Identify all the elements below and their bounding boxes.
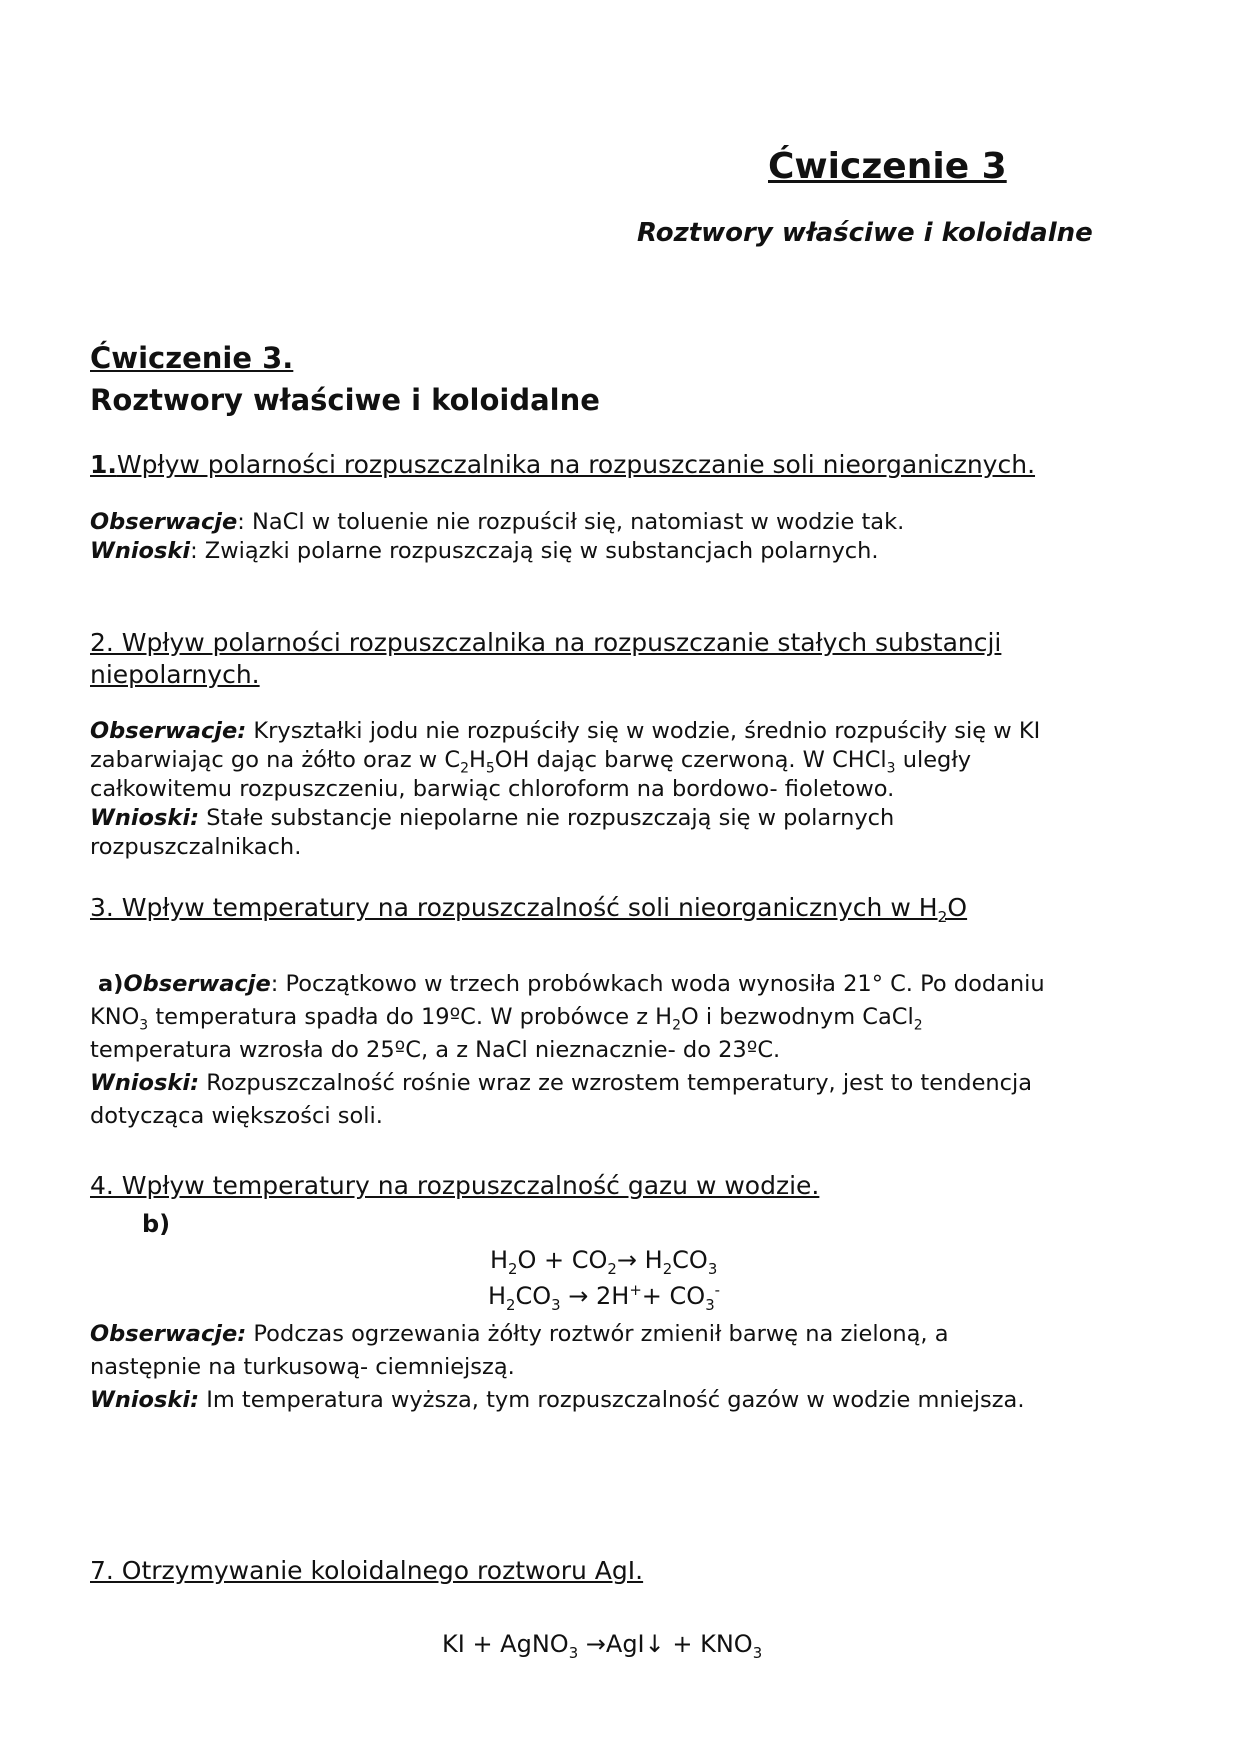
section-2-conclusions-line-2: rozpuszczalnikach. <box>90 834 302 860</box>
subscript: 3 <box>752 1643 763 1662</box>
section-4-observations-line-2: następnie na turkusową- ciemniejszą. <box>90 1354 515 1380</box>
section-4-conc-text: Im temperatura wyższa, tym rozpuszczalność gazów w wodzie mniejsza. <box>199 1387 1025 1413</box>
exercise-heading: Ćwiczenie 3. <box>90 341 294 375</box>
section-1-heading <box>90 449 1035 481</box>
superscript: + <box>629 1281 642 1299</box>
text-fragment: O <box>947 893 968 922</box>
section-3-observations-line-3: temperatura wzrosła do 25ºC, a z NaCl nieznacznie- do 23ºC. <box>90 1037 781 1063</box>
superscript: - <box>714 1281 721 1299</box>
section-4-obs-text: Podczas ogrzewania żółty roztwór zmienił barwę na zieloną, a <box>246 1321 949 1347</box>
section-3-conclusions-line-1: Wnioski: Rozpuszczalność rośnie wraz ze wzrostem temperatury, jest to tendencja <box>90 1070 1033 1096</box>
section-2-observations-line-3: całkowitemu rozpuszczeniu, barwiąc chloroform na bordowo- fioletowo. <box>90 776 895 802</box>
section-2-observations-line-1: Obserwacje: Kryształki jodu nie rozpuściły się w wodzie, średnio rozpuściły się w KI <box>90 718 1041 744</box>
equation-carbonic-acid-formation <box>490 1246 718 1278</box>
exercise-subheading: Roztwory właściwe i koloidalne <box>90 383 600 417</box>
section-2-conclusions-line-1: Wnioski: Stałe substancje niepolarne nie rozpuszczają się w polarnych <box>90 805 895 831</box>
section-1-conc-text: : Związki polarne rozpuszczają się w substancjach polarnych. <box>190 538 879 564</box>
subscript: 3 <box>886 760 896 777</box>
document-title: Ćwiczenie 3 <box>768 146 1007 187</box>
eq-part: H <box>490 1246 509 1274</box>
section-2-conc-text: Stałe substancje niepolarne nie rozpuszczają się w polarnych <box>199 805 895 831</box>
section-3-conclusions-line-2: dotycząca większości soli. <box>90 1103 383 1129</box>
subscript: 3 <box>551 1295 561 1314</box>
conclusions-label: Wnioski <box>90 538 191 564</box>
item-a-label: a) <box>98 971 124 997</box>
conclusions-label: Wnioski <box>90 1070 191 1096</box>
eq-part: CO <box>672 1246 708 1274</box>
text-fragment: 3. Wpływ temperatury na rozpuszczalność soli nieorganicznych w H <box>90 893 938 922</box>
eq-part: →AgI↓ + KNO <box>578 1630 753 1658</box>
subscript: 2 <box>508 1259 518 1278</box>
text-fragment: O i bezwodnym CaCl <box>680 1004 914 1030</box>
equation-agi-precipitation <box>442 1630 763 1662</box>
eq-part: → H <box>616 1246 663 1274</box>
subscript: 2 <box>937 908 948 926</box>
subscript: 2 <box>913 1017 923 1034</box>
subscript: 3 <box>705 1295 715 1314</box>
section-4-conclusions: Wnioski: Im temperatura wyższa, tym rozpuszczalność gazów w wodzie mniejsza. <box>90 1387 1025 1413</box>
section-2-heading-line-1: 2. Wpływ polarności rozpuszczalnika na rozpuszczanie stałych substancji <box>90 628 1002 657</box>
section-2-heading-line-2: niepolarnych. <box>90 660 260 689</box>
section-3-observations-line-1 <box>98 968 1045 1001</box>
subscript: 3 <box>139 1017 149 1034</box>
observations-label: Obserwacje <box>90 509 238 535</box>
section-3-conc-text: Rozpuszczalność rośnie wraz ze wzrostem temperatury, jest to tendencja <box>199 1070 1033 1096</box>
text-fragment: KNO <box>90 1004 140 1030</box>
eq-part: + CO <box>641 1282 706 1310</box>
subscript: 2 <box>506 1295 516 1314</box>
section-3-obs-text: : Początkowo w trzech probówkach woda wynosiła 21° C. Po dodaniu <box>270 971 1045 997</box>
eq-part: H <box>488 1282 507 1310</box>
eq-part: CO <box>515 1282 552 1310</box>
section-7-heading: 7. Otrzymywanie koloidalnego roztworu AgI. <box>90 1556 644 1585</box>
section-1-obs-text: : NaCl w toluenie nie rozpuścił się, natomiast w wodzie tak. <box>237 509 905 535</box>
section-3-observations-line-2 <box>90 1001 923 1034</box>
text-fragment: H <box>468 747 486 773</box>
text-fragment: temperatura spadła do 19ºC. W probówce z H <box>148 1004 673 1030</box>
section-4-heading: 4. Wpływ temperatury na rozpuszczalność gazu w wodzie. <box>90 1171 820 1200</box>
subscript: 2 <box>460 760 469 777</box>
subscript: 3 <box>707 1259 718 1278</box>
observations-label: Obserwacje <box>123 971 271 997</box>
text-fragment: uległy <box>895 747 972 773</box>
section-1-title: Wpływ polarności rozpuszczalnika na rozpuszczanie soli nieorganicznych. <box>116 450 1036 479</box>
observations-label: Obserwacje <box>90 1321 238 1347</box>
section-4-observations-line-1: Obserwacje: Podczas ogrzewania żółty roztwór zmienił barwę na zieloną, a <box>90 1321 949 1347</box>
item-b-label: b) <box>142 1210 171 1238</box>
section-1-observations <box>90 508 904 537</box>
equation-carbonic-acid-dissociation <box>488 1281 721 1314</box>
subscript: 2 <box>672 1017 681 1034</box>
conclusions-label: Wnioski <box>90 1387 191 1413</box>
subscript: 2 <box>607 1259 617 1278</box>
eq-part: → 2H <box>560 1282 630 1310</box>
section-1-conclusions <box>90 537 879 566</box>
document-subtitle: Roztwory właściwe i koloidalne <box>637 218 1093 248</box>
text-fragment: OH dając barwę czerwoną. W CHCl <box>494 747 887 773</box>
subscript: 5 <box>485 760 495 777</box>
section-3-heading <box>90 892 967 924</box>
section-2-observations-line-2 <box>90 746 971 775</box>
conclusions-label: Wnioski <box>90 805 191 831</box>
eq-part: O + CO <box>517 1246 608 1274</box>
text-fragment: zabarwiając go na żółto oraz w C <box>90 747 461 773</box>
subscript: 2 <box>662 1259 673 1278</box>
eq-part: KI + AgNO <box>442 1630 569 1658</box>
section-1-number: 1. <box>90 450 117 479</box>
observations-label: Obserwacje <box>90 718 238 744</box>
section-2-obs-text: Kryształki jodu nie rozpuściły się w wodzie, średnio rozpuściły się w KI <box>246 718 1041 744</box>
subscript: 3 <box>568 1643 579 1662</box>
